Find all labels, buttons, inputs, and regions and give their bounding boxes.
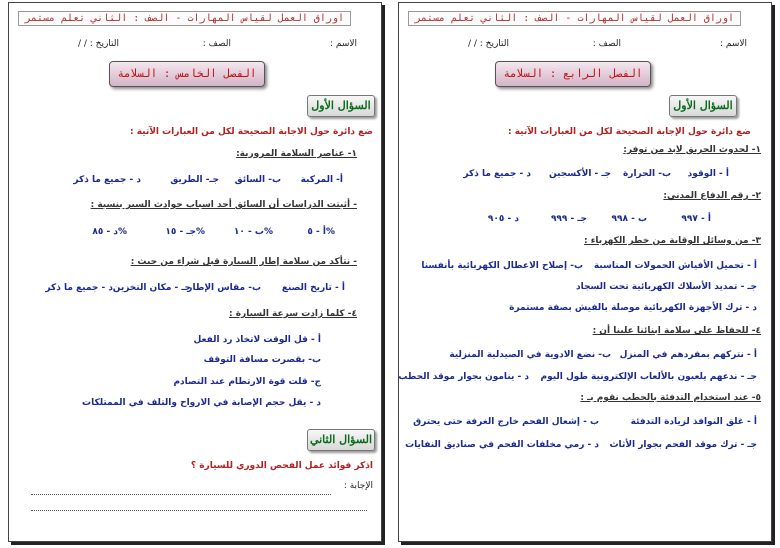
option: ب- بقصرت مسافة التوقف — [203, 355, 321, 365]
option: أ - نتركهم بمفردهم في المنزل — [619, 350, 757, 360]
option: د - جميع ما ذكر — [73, 175, 141, 185]
option: أ- المركبة — [300, 175, 343, 185]
answer-line — [31, 509, 367, 511]
class-label: الصف : — [592, 39, 621, 49]
option: أ - قل الوقت لاتخاذ رد الفعل — [193, 335, 321, 345]
question-item-1: ١- لحدوث الحريق لابد من توفر: — [623, 145, 761, 155]
option: جـ - ٩٩٩ — [550, 214, 587, 224]
date-label: التاريخ : / / — [467, 39, 509, 49]
answer-label: الإجابة : — [343, 481, 373, 491]
option: جـ - مكان التخزين — [112, 283, 191, 293]
class-label: الصف : — [202, 39, 231, 49]
option: ج- قلت قوة الارتطام عند التصادم — [173, 377, 321, 387]
question-item-5: ٥- عند استخدام التدفئة بالحطب نقوم بـ : — [580, 393, 761, 403]
option: جـ- الطريق — [170, 175, 219, 185]
page-header: اوراق العمل لقياس المهارات - الصف : الثاني تعلم مستمر — [408, 11, 741, 26]
question-1-title: السؤال الأول — [669, 95, 737, 117]
option: د - ٩٠٥ — [487, 214, 519, 224]
option: جـ - تمديد الأسلاك الكهربائية تحت السجاد — [575, 282, 757, 292]
option: د - رمي مخلفات الفحم في صناديق النفايات — [405, 440, 599, 450]
option: ب- نضع الادوية في الصيدلية المنزلية — [449, 350, 611, 360]
option: ب- إصلاح الاعطال الكهربائية بأنفسنا — [421, 261, 583, 271]
chapter-title: الفصل الرابع : السلامة — [495, 61, 651, 87]
page-header: اوراق العمل لقياس المهارات - الصف : الثاني تعلم مستمر — [18, 11, 351, 26]
option: ب - إشعال الفحم خارج الغرفة حتى يحترق — [413, 417, 599, 427]
question-instruction: ضع دائرة حول الإجابة الصحيحة لكل من العبارات الآتية : — [507, 127, 751, 137]
option: د - جميع ما ذكر — [45, 283, 113, 293]
option: جـ - ترك موقد الفحم بجوار الأثاث — [609, 440, 757, 450]
option: د - يقل حجم الإصابة في الارواح والتلف في الممتلكات — [82, 398, 321, 408]
question-item-2: ٢- رقم الدفاع المدني: — [663, 191, 761, 201]
date-label: التاريخ : / / — [77, 39, 119, 49]
question-item-4: ٤- للحفاظ على سلامة ابنائنا علينا أن : — [592, 326, 761, 336]
option: أ - تحميل الأفياش الحمولات المناسبة — [593, 261, 757, 271]
worksheet-page-chapter-4 — [398, 2, 772, 542]
option: ب- مقاس الإطار — [187, 283, 261, 293]
option: ب- الحرارة — [622, 169, 671, 179]
question-item-2: - أثبتت الدراسات أن السائق أحد اسباب حوادث السير بنسبة : — [90, 200, 357, 210]
answer-line — [31, 493, 331, 495]
name-label: الاسم : — [719, 39, 747, 49]
option: جـ - ندعهم يلعبون بالألعاب الإلكترونية طول اليوم — [540, 372, 757, 382]
question-1-title: السؤال الأول — [307, 95, 375, 117]
option: أ - ٩٩٧ — [681, 214, 711, 224]
question-2-text: اذكر فوائد عمل الفحص الدوري للسيارة ؟ — [190, 461, 373, 471]
option: أ - الوقود — [687, 169, 729, 179]
question-item-4: ٤- كلما زادت سرعة السيارة : — [229, 309, 357, 319]
worksheet-page-chapter-5 — [8, 2, 382, 542]
option: ب- السائق — [234, 175, 281, 185]
question-item-3: ٣- من وسائل الوقاية من خطر الكهرباء : — [583, 236, 761, 246]
option: د - ينامون بجوار موقد الحطب — [398, 372, 529, 382]
chapter-title: الفصل الخامس : السلامة — [109, 61, 265, 87]
option: د - ترك الأجهزة الكهربائية موصلة بالفيش بصفة مستمرة — [509, 303, 757, 313]
option: أ - ٥% — [307, 227, 335, 237]
option: أ - تاريخ الصنع — [281, 283, 345, 293]
option: ب - ٩٩٨ — [611, 214, 647, 224]
question-item-1: ١- عناصر السلامة المرورية: — [236, 149, 357, 159]
option: د - جميع ما ذكر — [463, 169, 531, 179]
option: د - ٨٥% — [92, 227, 127, 237]
option: ب - ١٠% — [233, 227, 273, 237]
option: أ - غلق النوافذ لزيادة التدفئة — [630, 417, 757, 427]
option: جـ - ١٥% — [165, 227, 205, 237]
option: جـ - الأكسجين — [548, 169, 611, 179]
name-label: الاسم : — [329, 39, 357, 49]
question-2-title: السؤال الثاني — [307, 429, 375, 451]
question-instruction: ضع دائرة حول الاجابة الصحيحة لكل من العبارات الآتية : — [129, 127, 373, 137]
question-item-3: - نتأكد من سلامة إطار السيارة قبل شراء من حيث : — [130, 257, 357, 267]
